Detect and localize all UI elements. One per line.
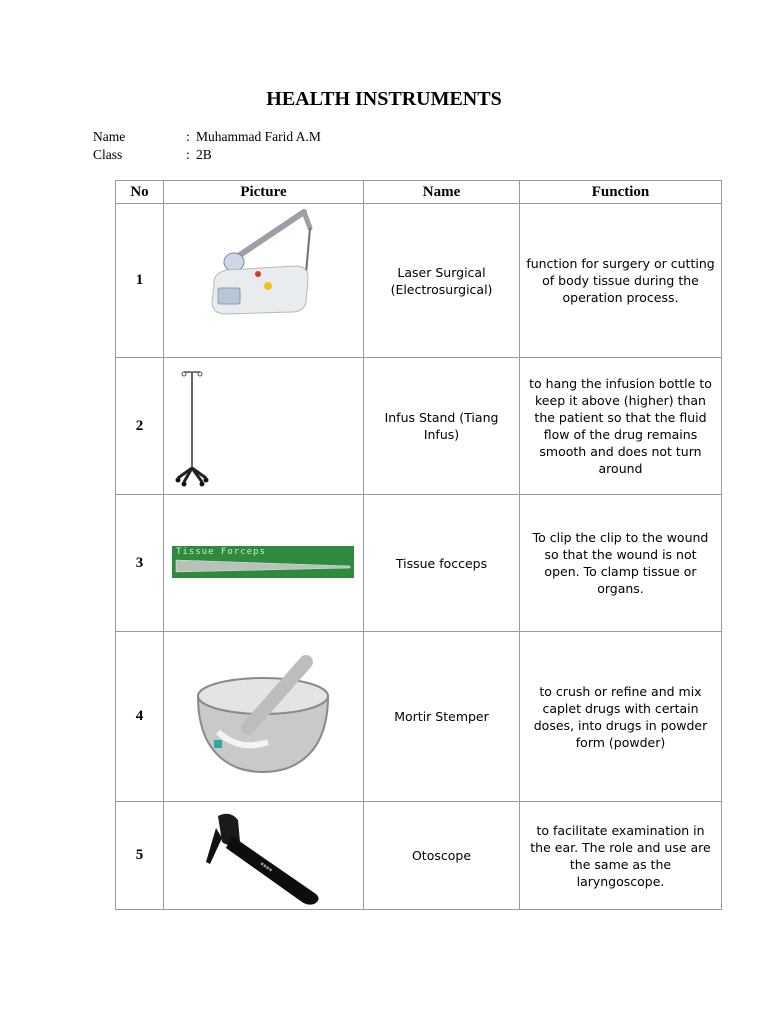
class-value: 2B: [196, 147, 212, 162]
row-number: 4: [116, 632, 164, 802]
instrument-function: function for surgery or cutting of body tissue during the operation process.: [520, 204, 722, 358]
name-line: [93, 129, 321, 145]
picture-cell: [164, 495, 364, 632]
header-function: Function: [520, 181, 722, 204]
name-value: Muhammad Farid A.M: [196, 129, 321, 144]
otoscope-image: [200, 808, 330, 908]
table-row: [116, 632, 722, 802]
instrument-name: Otoscope: [364, 802, 520, 910]
instrument-function: To clip the clip to the wound so that the wound is not open. To clamp tissue or organs.: [520, 495, 722, 632]
picture-cell: [164, 802, 364, 910]
instrument-function: to crush or refine and mix caplet drugs with certain doses, into drugs in powder form (powder): [520, 632, 722, 802]
row-number: 2: [116, 358, 164, 495]
instrument-name: Infus Stand (Tiang Infus): [364, 358, 520, 495]
image-caption: Tissue Forceps: [176, 547, 266, 557]
svg-text:▪▪▪▪: ▪▪▪▪: [258, 860, 274, 874]
picture-cell: [164, 204, 364, 358]
header-picture: Picture: [164, 181, 364, 204]
table-row: [116, 802, 722, 910]
mortar-pestle-image: [188, 632, 338, 800]
instrument-function: to hang the infusion bottle to keep it above (higher) than the patient so that the fluid flow of the drug remains smooth and does not turn around: [520, 358, 722, 495]
row-number: 1: [116, 204, 164, 358]
class-line: [93, 147, 212, 163]
tissue-forceps-image: [172, 546, 354, 578]
instrument-name: Laser Surgical (Electrosurgical): [364, 204, 520, 358]
name-label: Name: [93, 129, 126, 144]
class-separator: :: [186, 147, 190, 162]
instruments-table: [115, 180, 722, 910]
instrument-name: Tissue focceps: [364, 495, 520, 632]
name-separator: :: [186, 129, 190, 144]
instrument-function: to facilitate examination in the ear. The role and use are the same as the laryngoscope.: [520, 802, 722, 910]
table-row: [116, 495, 722, 632]
header-no: No: [116, 181, 164, 204]
page-title: HEALTH INSTRUMENTS: [266, 88, 502, 110]
header-name: Name: [364, 181, 520, 204]
picture-cell: [164, 358, 364, 495]
row-number: 3: [116, 495, 164, 632]
table-row: [116, 358, 722, 495]
picture-cell: [164, 632, 364, 802]
class-label: Class: [93, 147, 123, 162]
instrument-name: Mortir Stemper: [364, 632, 520, 802]
iv-stand-image: [172, 368, 212, 490]
laser-surgical-image: [204, 204, 324, 324]
row-number: 5: [116, 802, 164, 910]
table-header-row: [116, 181, 722, 204]
table-row: [116, 204, 722, 358]
